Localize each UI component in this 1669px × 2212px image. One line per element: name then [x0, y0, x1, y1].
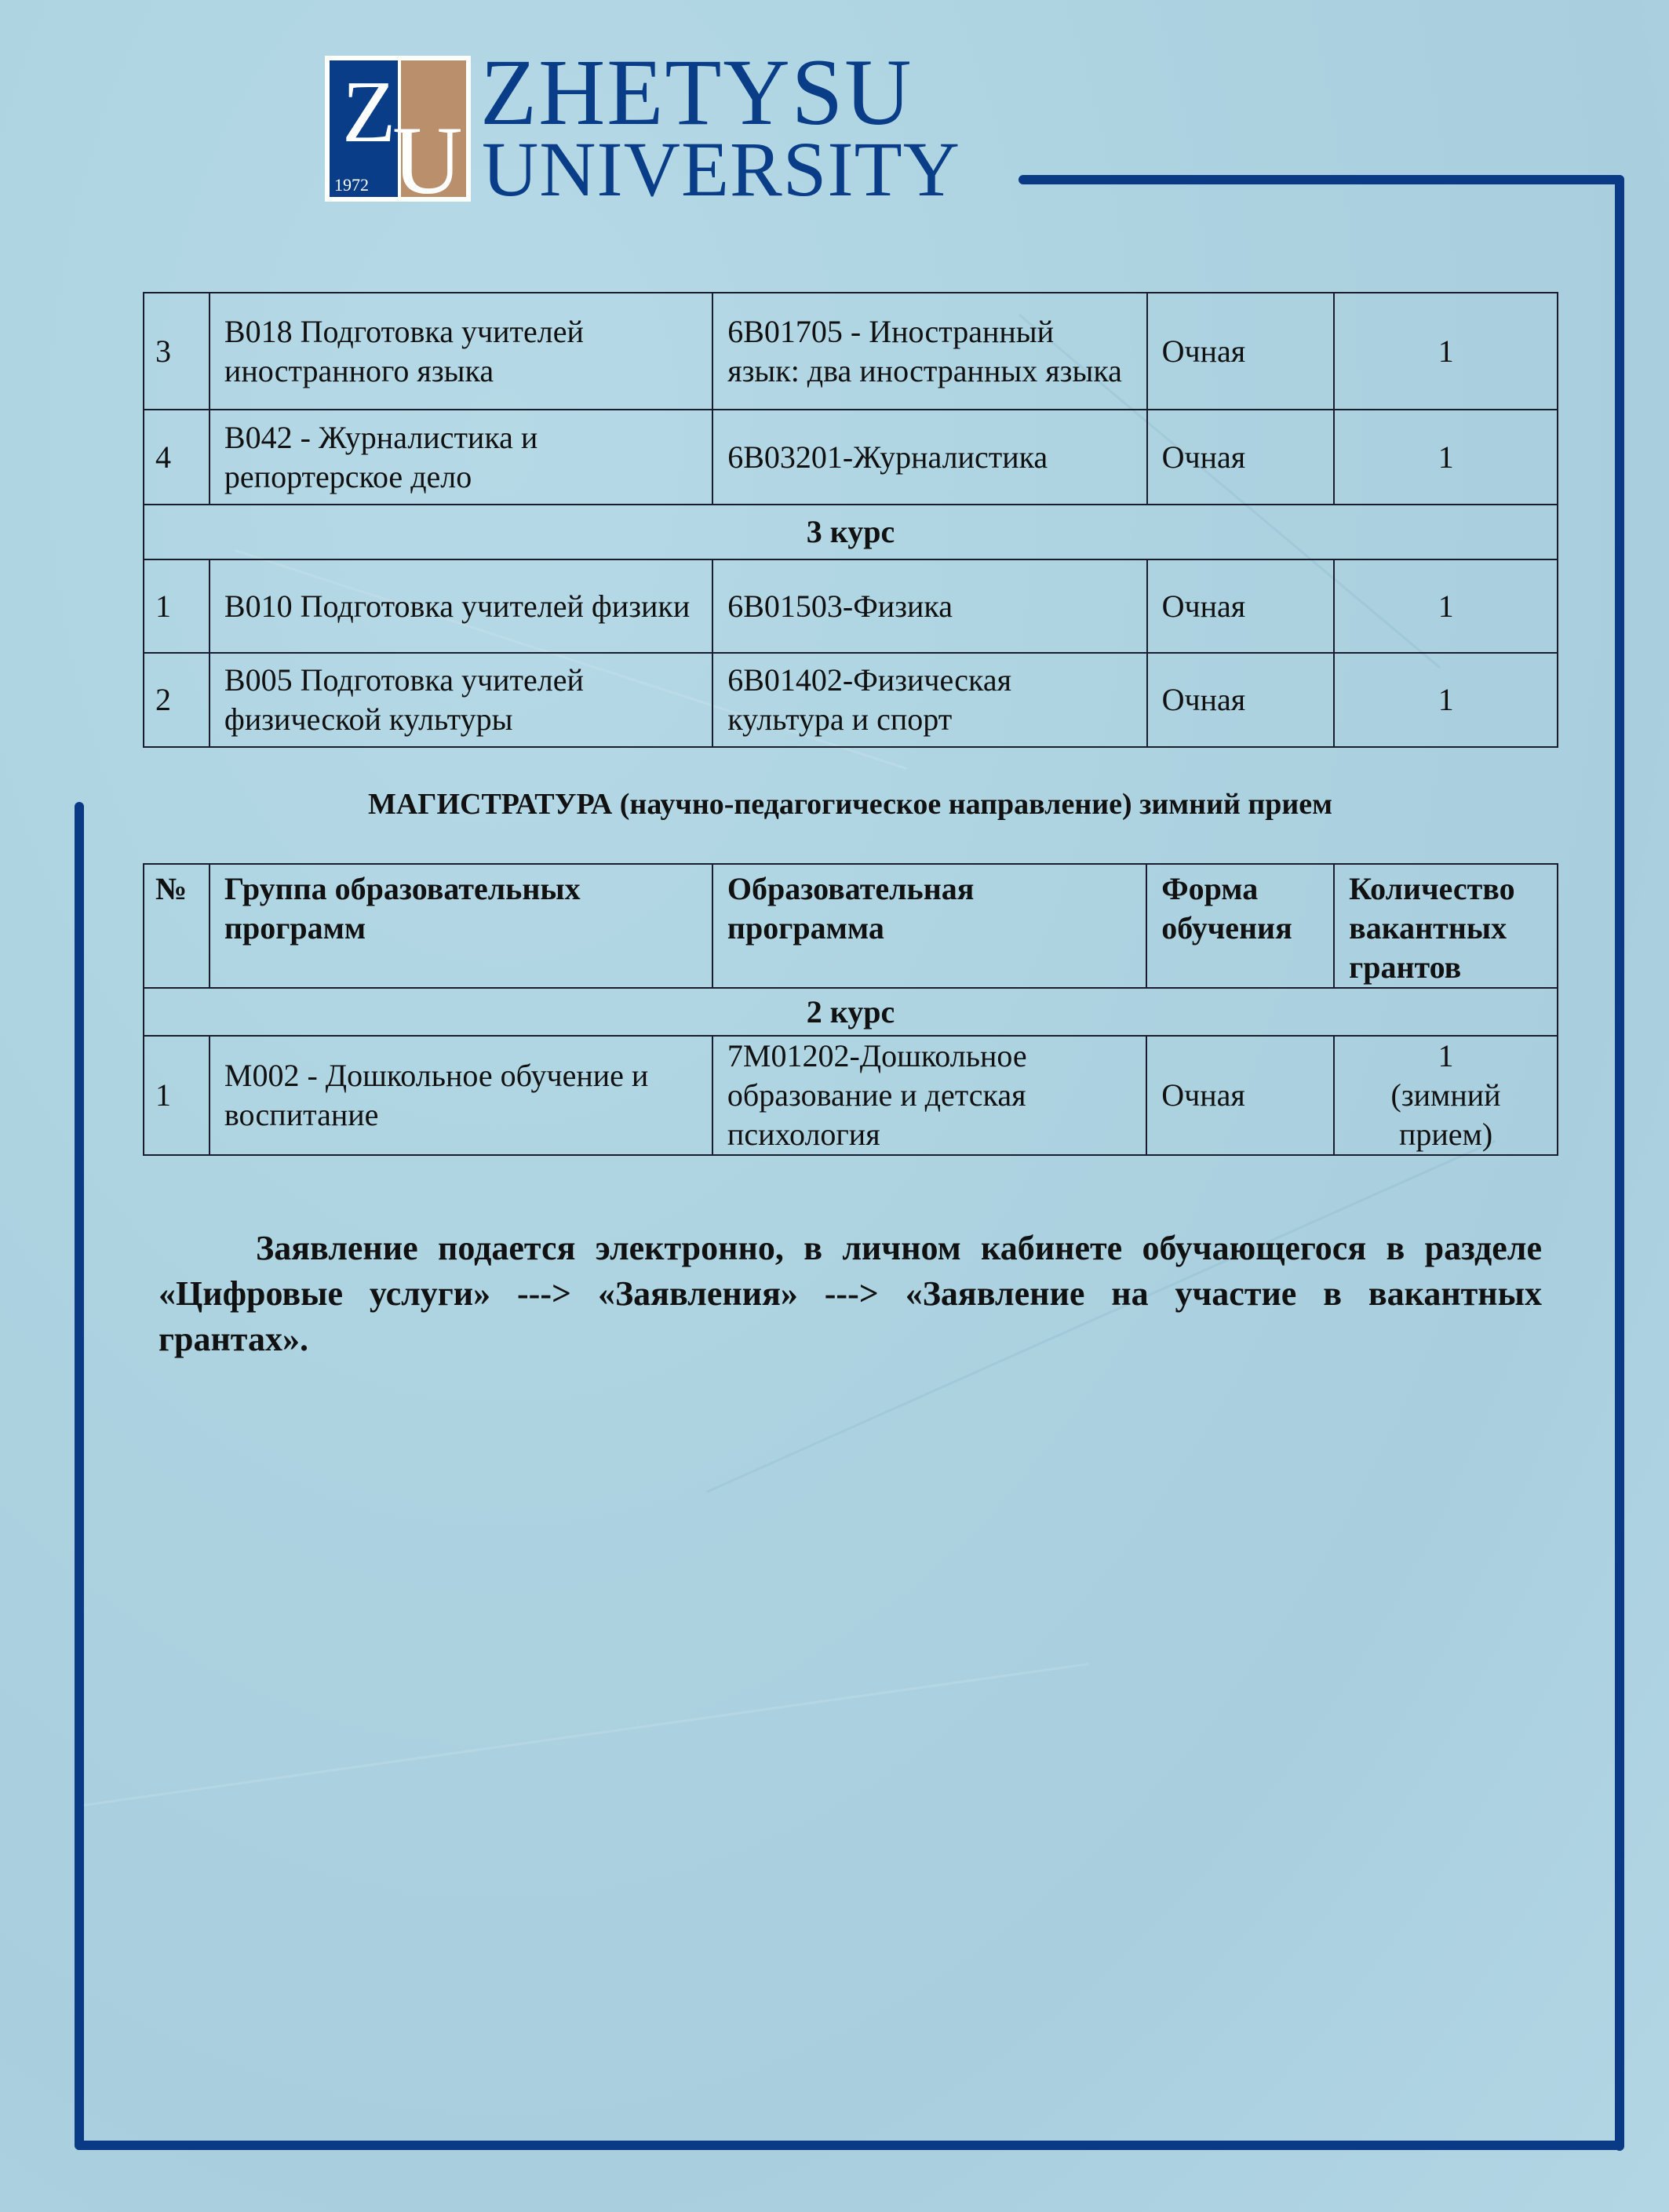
table-row — [144, 293, 1558, 410]
course-label: 2 курс — [144, 988, 1558, 1036]
frame-top-line — [1019, 175, 1624, 184]
row-number: 3 — [144, 293, 210, 410]
study-form: Очная — [1147, 653, 1335, 747]
row-number: 1 — [144, 559, 210, 653]
course-group-row — [144, 988, 1558, 1036]
logo-letter-u: U — [392, 107, 463, 214]
row-number: 1 — [144, 1036, 210, 1155]
paper-texture — [78, 1663, 1089, 1807]
table-row — [144, 653, 1558, 747]
study-form: Очная — [1147, 293, 1335, 410]
bachelor-grants-table — [143, 292, 1558, 748]
brand-name-line1: ZHETYSU — [480, 39, 913, 145]
study-form: Очная — [1147, 559, 1335, 653]
course-group-row — [144, 505, 1558, 559]
university-logo — [325, 56, 471, 214]
program-group: B005 Подготовка учителей физической культуры — [210, 653, 712, 747]
educational-program: 7M01202-Дошкольное образование и детская психология — [712, 1036, 1146, 1155]
program-group: B042 - Журналистика и репортерское дело — [210, 410, 712, 505]
study-form: Очная — [1147, 410, 1335, 505]
frame-right-line — [1615, 175, 1624, 2151]
row-number: 4 — [144, 410, 210, 505]
logo-year: 1972 — [334, 175, 369, 195]
grant-count: 1 — [1334, 293, 1558, 410]
educational-program: 6B01503-Физика — [712, 559, 1146, 653]
frame-left-line — [75, 802, 84, 2150]
frame-bottom-line — [75, 2141, 1624, 2150]
header-educational-program: Образовательная программа — [712, 864, 1146, 988]
table-row — [144, 559, 1558, 653]
grant-count — [1334, 1036, 1558, 1155]
header-study-form: Форма обучения — [1146, 864, 1334, 988]
grant-count: 1 — [1334, 653, 1558, 747]
table-row — [144, 410, 1558, 505]
grant-count: 1 — [1334, 410, 1558, 505]
program-group: B018 Подготовка учителей иностранного языка — [210, 293, 712, 410]
masters-grants-table — [143, 863, 1558, 1156]
course-label: 3 курс — [144, 505, 1558, 559]
program-group: M002 - Дошкольное обучение и воспитание — [210, 1036, 712, 1155]
educational-program: 6B01705 - Иностранный язык: два иностранных языка — [712, 293, 1146, 410]
application-instructions: Заявление подается электронно, в личном кабинете обучающегося в разделе «Цифровые услуги» ---> «Заявления» ---> «Заявление на участие в вакантных грантах». — [159, 1229, 1542, 1358]
row-number: 2 — [144, 653, 210, 747]
header-program-group: Группа образовательных программ — [210, 864, 712, 988]
study-form: Очная — [1146, 1036, 1334, 1155]
header-grant-count: Количество вакантных грантов — [1334, 864, 1558, 988]
masters-section-title: МАГИСТРАТУРА (научно-педагогическое направление) зимний прием — [367, 788, 1333, 821]
educational-program: 6B03201-Журналистика — [712, 410, 1146, 505]
educational-program: 6B01402-Физическая культура и спорт — [712, 653, 1146, 747]
brand-name-line2: UNIVERSITY — [482, 126, 960, 213]
table-row — [144, 1036, 1558, 1155]
grant-count-value: 1 — [1438, 1038, 1454, 1073]
grant-count-note: (зимний прием) — [1390, 1077, 1501, 1152]
table-header-row — [144, 864, 1558, 988]
program-group: B010 Подготовка учителей физики — [210, 559, 712, 653]
logo-letter-z: Z — [342, 64, 396, 161]
header-number: № — [144, 864, 210, 988]
grant-count: 1 — [1334, 559, 1558, 653]
